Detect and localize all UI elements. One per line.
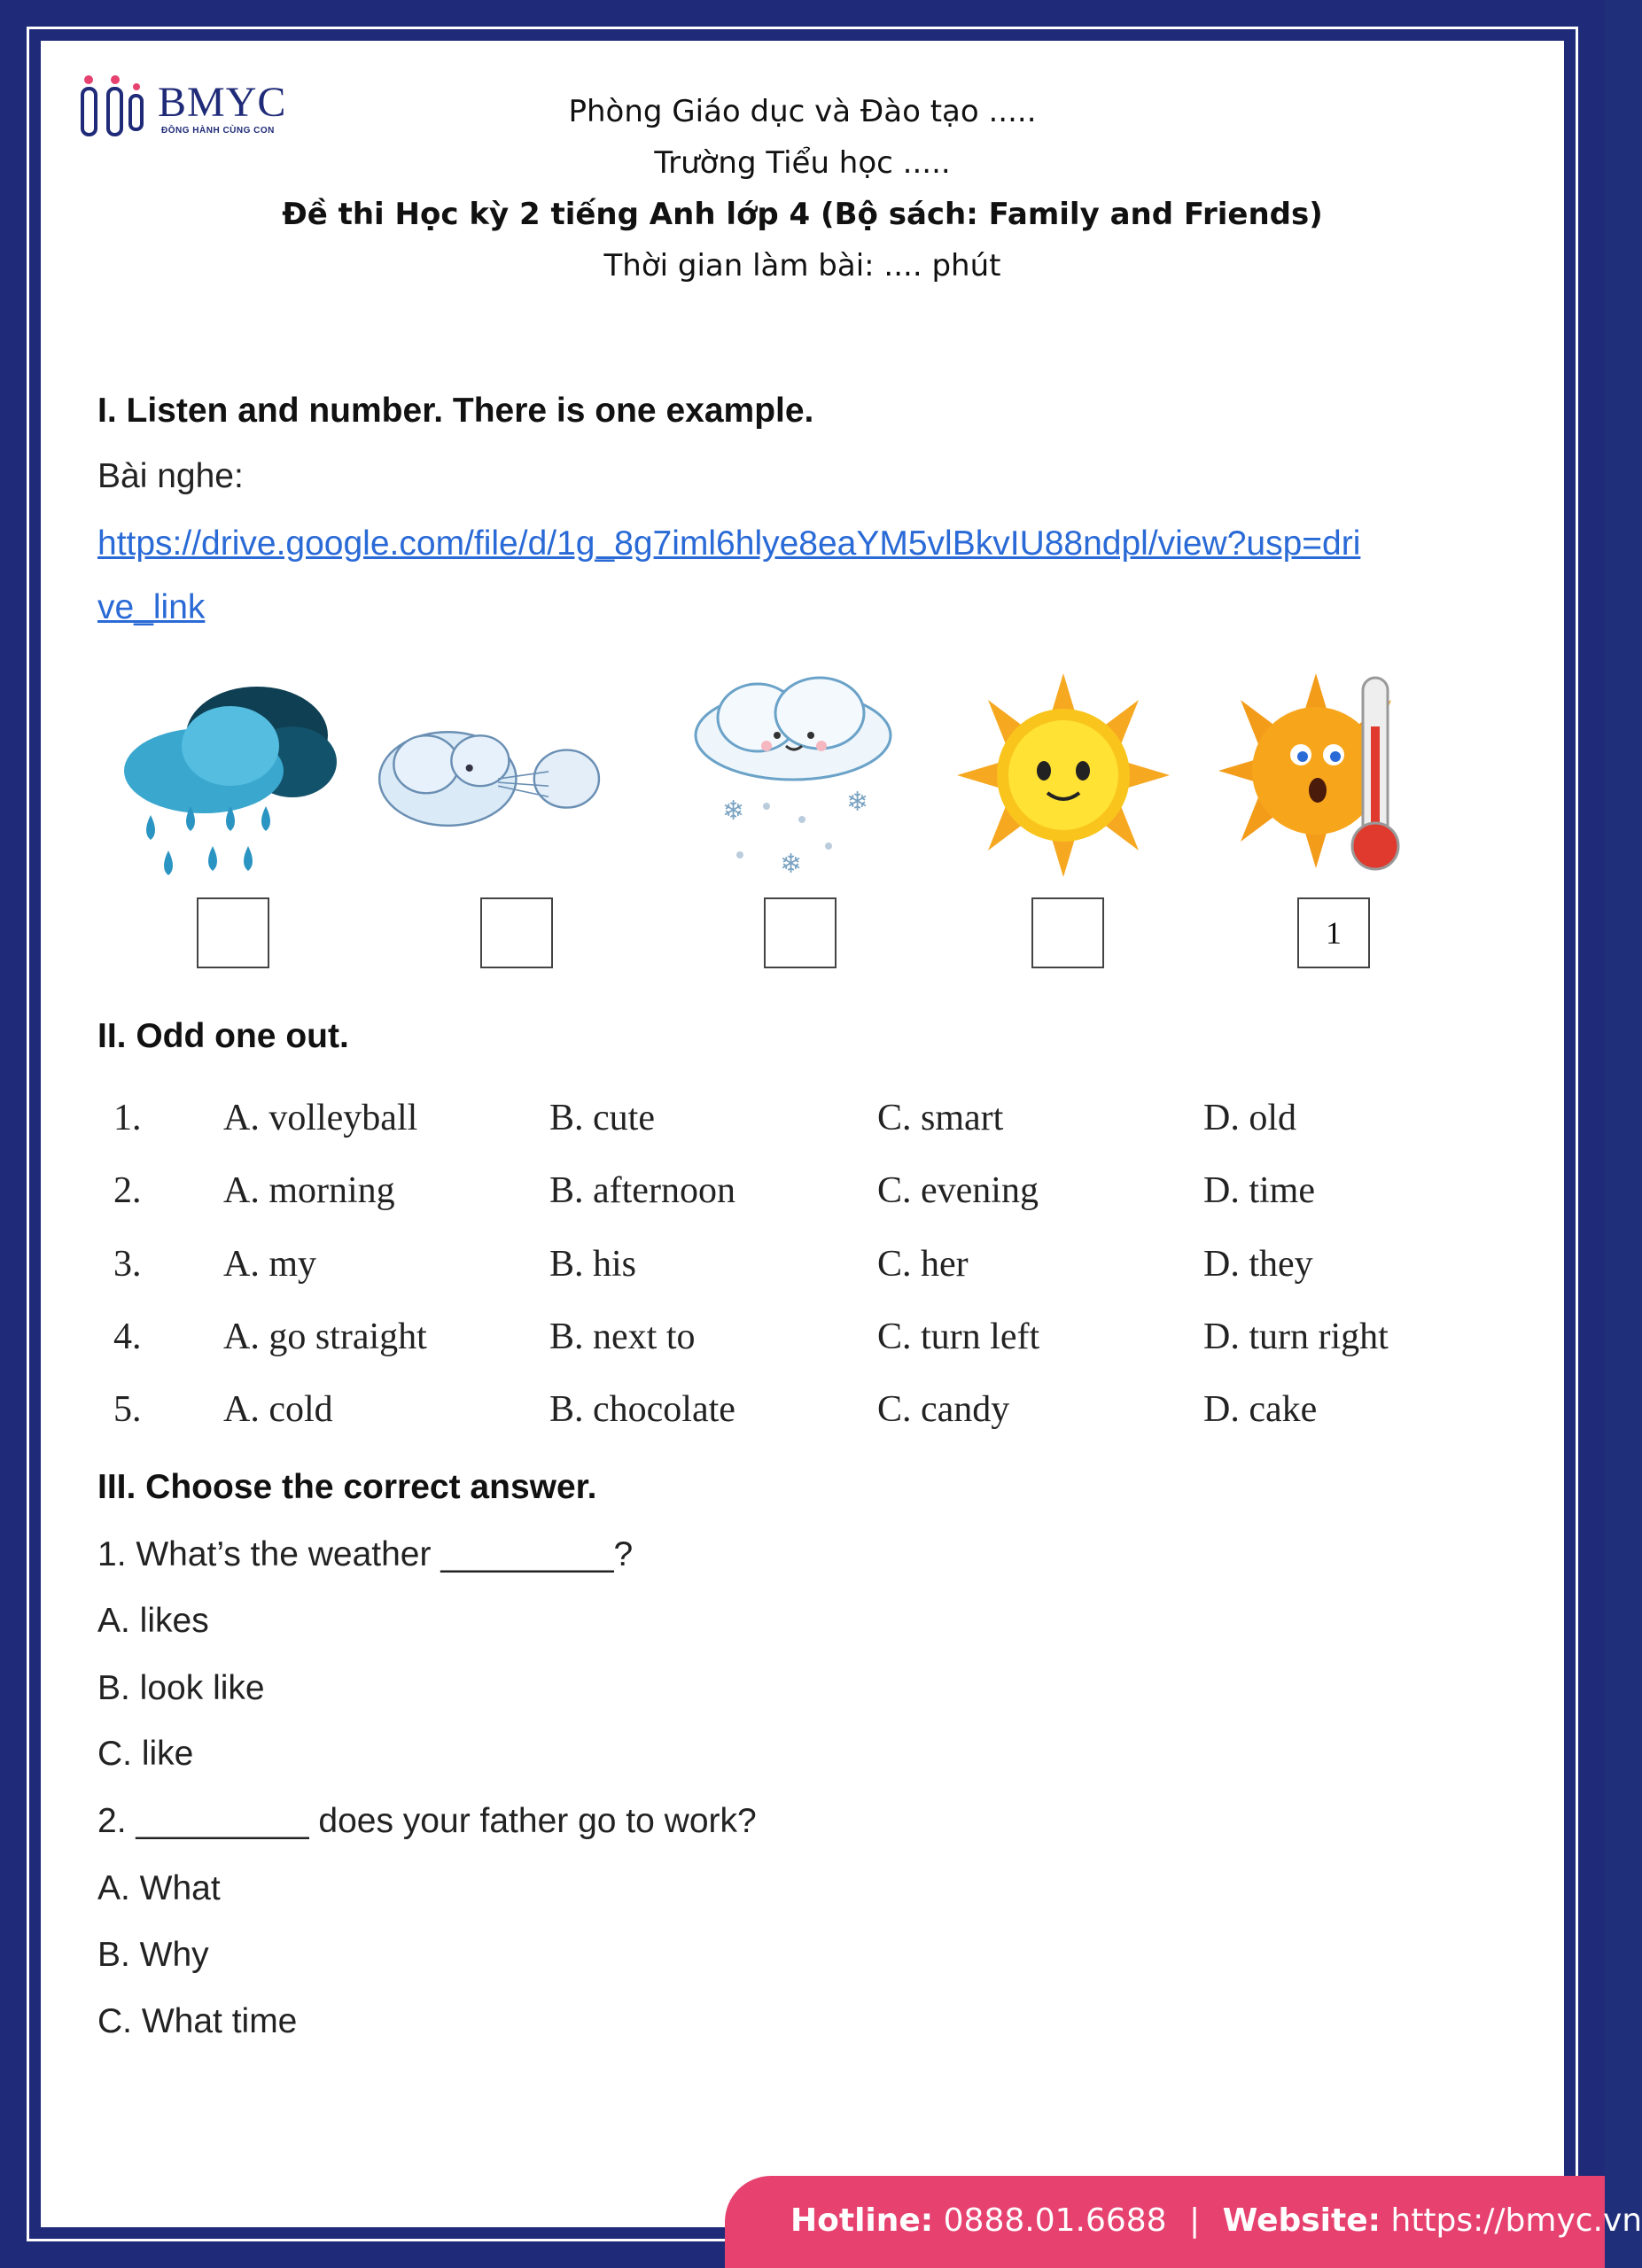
odd-option-c: C. evening <box>877 1170 1039 1211</box>
odd-row-number: 2. <box>113 1170 142 1211</box>
answer-box-3[interactable] <box>764 897 837 968</box>
question-2: 2. _________ does your father go to work? <box>97 1802 757 1840</box>
hotline-number[interactable]: 0888.01.6688 <box>943 2202 1167 2239</box>
audio-label: Bài nghe: <box>97 457 244 495</box>
odd-option-b: B. afternoon <box>549 1170 735 1211</box>
odd-option-a: A. cold <box>223 1389 333 1430</box>
odd-option-a: A. morning <box>223 1170 395 1211</box>
website-label: Website: <box>1222 2202 1381 2239</box>
svg-text:❄: ❄ <box>846 788 869 817</box>
odd-row-number: 1. <box>113 1098 142 1138</box>
odd-row-number: 3. <box>113 1244 142 1285</box>
odd-option-b: B. chocolate <box>549 1389 735 1430</box>
windy-icon <box>372 664 603 886</box>
odd-option-d: D. cake <box>1203 1389 1318 1430</box>
odd-option-b: B. cute <box>549 1098 655 1138</box>
brand-name: BMYC <box>158 79 287 126</box>
rainy-icon <box>115 664 346 886</box>
odd-option-a: A. my <box>223 1244 316 1285</box>
odd-option-c: C. candy <box>877 1389 1010 1430</box>
header-exam-title: Đề thi Học kỳ 2 tiếng Anh lớp 4 (Bộ sách: Family and Friends) <box>282 197 1323 232</box>
odd-option-d: D. turn right <box>1203 1317 1389 1357</box>
odd-row-number: 5. <box>113 1389 142 1430</box>
odd-option-a: A. volleyball <box>223 1098 418 1138</box>
section2-title: II. Odd one out. <box>97 1017 349 1055</box>
q1-option-b: B. look like <box>97 1669 265 1707</box>
answer-box-4[interactable] <box>1031 897 1104 968</box>
odd-option-a: A. go straight <box>223 1317 427 1357</box>
website-link[interactable]: https://bmyc.vn <box>1390 2202 1642 2239</box>
odd-option-d: D. they <box>1203 1244 1313 1285</box>
question-1: 1. What’s the weather _________? <box>97 1535 634 1573</box>
odd-option-c: C. her <box>877 1244 969 1285</box>
header-department: Phòng Giáo dục và Đào tạo ..... <box>568 94 1037 129</box>
svg-text:❄: ❄ <box>722 796 745 826</box>
odd-option-b: B. next to <box>549 1317 696 1357</box>
q2-option-b: B. Why <box>97 1936 209 1974</box>
q1-option-c: C. like <box>97 1735 194 1773</box>
sunny-icon <box>948 664 1179 886</box>
odd-option-d: D. time <box>1203 1170 1315 1211</box>
odd-option-d: D. old <box>1203 1098 1296 1138</box>
footer-banner <box>725 2176 1642 2268</box>
q2-option-a: A. What <box>97 1869 221 1907</box>
header-time: Thời gian làm bài: .... phút <box>603 248 1001 284</box>
hot-icon <box>1214 664 1444 886</box>
odd-row-number: 4. <box>113 1317 142 1357</box>
section1-title: I. Listen and number. There is one example. <box>97 392 814 430</box>
audio-link-line2[interactable]: ve_link <box>97 588 206 626</box>
odd-option-c: C. smart <box>877 1098 1004 1138</box>
odd-option-c: C. turn left <box>877 1317 1040 1357</box>
hotline-label: Hotline: <box>790 2202 934 2239</box>
answer-box-5[interactable]: 1 <box>1297 897 1370 968</box>
audio-link-line1[interactable]: https://drive.google.com/file/d/1g_8g7iml6hlye8eaYM5vlBkvIU88ndpl/view?usp=dri <box>97 524 1361 563</box>
q2-option-c: C. What time <box>97 2002 298 2040</box>
header-school: Trường Tiểu học ..... <box>654 145 951 181</box>
answer-box-2[interactable] <box>480 897 553 968</box>
footer-separator: | <box>1189 2202 1201 2239</box>
brand-tagline: ĐỒNG HÀNH CÙNG CON <box>161 126 275 136</box>
q1-option-a: A. likes <box>97 1602 209 1640</box>
snowy-icon <box>678 664 908 886</box>
answer-box-1[interactable] <box>197 897 269 968</box>
svg-text:❄: ❄ <box>780 850 803 879</box>
section3-title: III. Choose the correct answer. <box>97 1468 597 1506</box>
odd-option-b: B. his <box>549 1244 637 1285</box>
